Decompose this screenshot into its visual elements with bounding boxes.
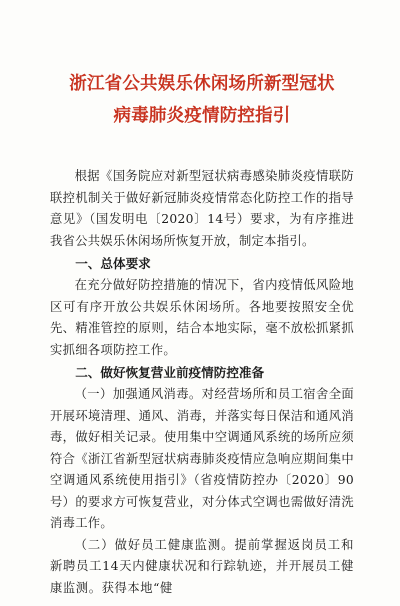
title-spacer [50, 132, 354, 166]
section-2-item-1: （一）加强通风消毒。对经营场所和员工宿舍全面开展环境清理、通风、消毒，并落实每日保洁和通风消毒，做好相关记录。使用集中空调通风系统的场所应须符合《浙江省新型冠状病毒肺炎疫情应急响应期间集中空调通风系统使用指引》（省疫情防控办〔2020〕90号）的要求方可恢复营业，对分体式空调也需做好清洗消毒工作。 [50, 387, 354, 530]
section-1-heading: 一、总体要求 [75, 256, 151, 271]
section-2-item-2: （二）做好员工健康监测。提前掌握返岗员工和新聘员工14天内健康状况和行踪轨迹，并开展员工健康监测。获得本地“健 [50, 537, 354, 595]
section-2-heading: 二、做好恢复营业前疫情防控准备 [75, 365, 265, 380]
section-1-paragraph: 在充分做好防控措施的情况下，省内疫情低风险地区可有序开放公共娱乐休闲场所。各地要按照安全优先、精准管控的原则，结合本地实际，毫不放松抓紧抓实抓细各项防控工作。 [50, 278, 354, 357]
document-title-line-2: 病毒肺炎疫情防控指引 [113, 106, 291, 126]
intro-paragraph: 根据《国务院应对新型冠状病毒感染肺炎疫情联防联控机制关于做好新冠肺炎疫情常态化防控工作的指导意见》（国发明电〔2020〕14号）要求，为有序推进我省公共娱乐休闲场所恢复开放，制定本指引。 [50, 169, 354, 248]
document-title-line-1: 浙江省公共娱乐休闲场所新型冠状 [69, 74, 335, 94]
